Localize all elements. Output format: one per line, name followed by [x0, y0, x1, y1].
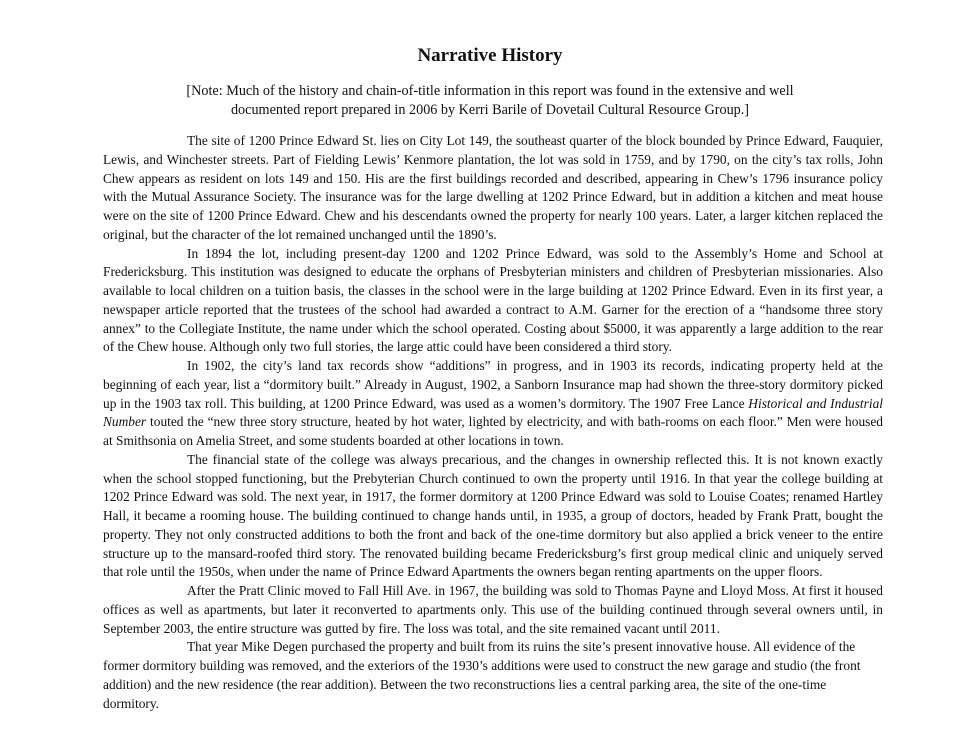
page-title: Narrative History	[417, 45, 563, 66]
narrative-body	[103, 132, 883, 713]
paragraph-text: After the Pratt Clinic moved to Fall Hill Ave. in 1967, the building was sold to Thomas Payne and Lloyd Moss. At first it housed offices as well as apartments, but later it reconverted to apartments only. This use of the building continued through several owners until, in September 2003, the entire structure was gutted by fire. The loss was total, and the site remained vacant until 2011.	[103, 583, 883, 636]
source-note: [Note: Much of the history and chain-of-title information in this report was found in the extensive and well documented report prepared in 2006 by Kerri Barile of Dovetail Cultural Resource Group.]	[186, 83, 794, 118]
paragraph-2	[103, 245, 883, 358]
paragraph-6	[103, 638, 883, 713]
paragraph-text: That year Mike Degen purchased the property and built from its ruins the site’s present innovative house. All evidence of the former dormitory building was removed, and the exteriors of the 1930’s additions were used to construct the new garage and studio (the front addition) and the new residence (the rear addition). Between the two reconstructions lies a central parking area, the site of the one-time dormitory.	[103, 639, 861, 711]
paragraph-1	[103, 132, 883, 245]
paragraph-4	[103, 451, 883, 582]
paragraph-text-continued: touted the “new three story structure, heated by hot water, lighted by electricity, and with bath-rooms on each floor.” Men were housed at Smithsonia on Amelia Street, and some students boarded at other locations in town.	[103, 414, 883, 448]
paragraph-5	[103, 582, 883, 638]
paragraph-text: The financial state of the college was always precarious, and the changes in ownership reflected this. It is not known exactly when the school stopped functioning, but the Prebyterian Church continued to own the property until 1916. In that year the college building at 1202 Prince Edward was sold. The next year, in 1917, the former dormitory at 1200 Prince Edward was sold to Louise Coates; renamed Hartley Hall, it became a rooming house. The building continued to change hands until, in 1935, a group of doctors, headed by Frank Pratt, bought the property. They not only constructed additions to both the front and back of the one-time dormitory but also applied a brick veneer to the entire structure up to the mansard-roofed third story. The renovated building became Fredericksburg’s first group medical clinic and uniquely served that role until the 1950s, when under the name of Prince Edward Apartments the owners began renting apartments on the upper floors.	[103, 451, 883, 580]
publication-title: Historical and Industrial Number	[103, 395, 883, 430]
paragraph-text: In 1902, the city’s land tax records show “additions” in progress, and in 1903 its records, indicating property held at the beginning of each year, list a “dormitory built.” Already in August, 1902, a Sanborn Insurance map had shown the three-story dormitory picked up in the 1903 tax roll. This building, at 1200 Prince Edward, was used as a women’s dormitory. The 1907 Free Lance	[103, 358, 883, 411]
paragraph-text: In 1894 the lot, including present-day 1200 and 1202 Prince Edward, was sold to the Assembly’s Home and School at Fredericksburg. This institution was designed to educate the orphans of Presbyterian ministers and children of Presbyterian missionaries. Also available to local children on a tuition basis, the classes in the school were in the large building at 1202 Prince Edward. Even in its first year, a newspaper article reported that the trustees of the school had awarded a contract to A.M. Garner for the erection of a “handsome three story annex” to the Collegiate Institute, the name under which the school operated. Costing about $5000, it was apparently a large addition to the rear of the Chew house. Although only two full stories, the large attic could have been considered a third story.	[103, 245, 883, 355]
paragraph-text: The site of 1200 Prince Edward St. lies on City Lot 149, the southeast quarter of the block bounded by Prince Edward, Fauquier, Lewis, and Winchester streets. Part of Fielding Lewis’ Kenmore plantation, the lot was sold in 1759, and by 1790, on the city’s tax rolls, John Chew appears as resident on lots 149 and 150. His are the first buildings recorded and described, appearing in Chew’s 1796 insurance policy with the Mutual Assurance Society. The insurance was for the large dwelling at 1202 Prince Edward, but in addition a kitchen and meat house were on the site of 1200 Prince Edward. Chew and his descendants owned the property for nearly 100 years. Later, a larger kitchen replaced the original, but the character of the lot remained unchanged until the 1890’s.	[103, 133, 883, 242]
paragraph-3	[103, 357, 883, 451]
